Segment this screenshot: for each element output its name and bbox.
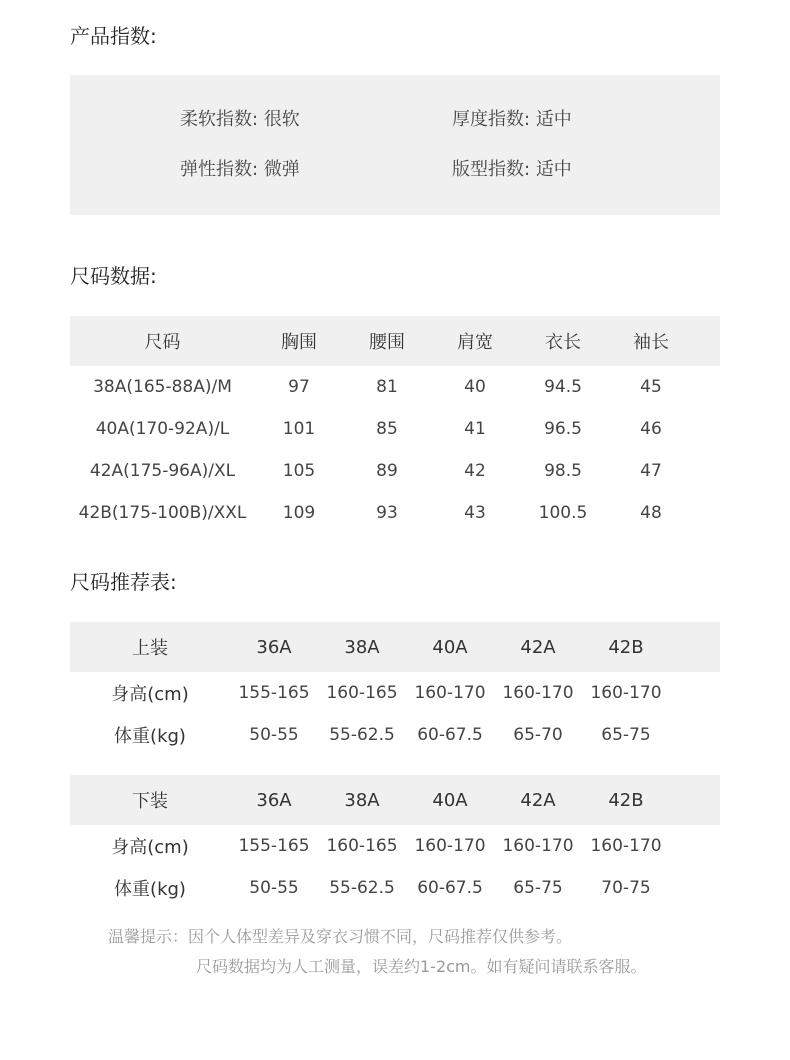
table-cell: 42B(175-100B)/XXL <box>78 503 247 523</box>
table-cell: 45 <box>640 377 662 397</box>
tops-header-36a: 36A <box>256 636 292 658</box>
table-cell: 身高(cm) <box>111 684 189 705</box>
index-softness <box>180 109 300 131</box>
table-cell: 93 <box>376 503 398 523</box>
table-cell: 70-75 <box>601 878 651 898</box>
table-cell: 98.5 <box>544 461 582 481</box>
tops-recommend-table <box>70 622 720 756</box>
index-elasticity <box>180 159 300 181</box>
table-cell: 体重(kg) <box>114 726 186 747</box>
table-cell: 160-170 <box>502 683 574 703</box>
tops-header-40a: 40A <box>432 636 468 658</box>
size-header-waist: 腰围 <box>369 332 405 353</box>
index-elasticity-label: 弹性指数: <box>180 159 259 180</box>
table-row <box>70 492 720 534</box>
table-cell: 65-70 <box>513 725 563 745</box>
table-cell: 42 <box>464 461 486 481</box>
size-header-length: 衣长 <box>545 332 581 353</box>
table-cell: 160-170 <box>414 836 486 856</box>
table-cell: 55-62.5 <box>329 878 395 898</box>
index-fit-label: 版型指数: <box>452 159 531 180</box>
table-cell: 体重(kg) <box>114 879 186 900</box>
table-row <box>70 672 720 714</box>
tops-header-row <box>70 622 720 672</box>
table-cell: 97 <box>288 377 310 397</box>
table-cell-spacer <box>670 825 720 867</box>
table-cell: 65-75 <box>601 725 651 745</box>
tip-note-line-2: 尺码数据均为人工测量，误差约1-2cm。如有疑问请联系客服。 <box>196 957 647 976</box>
bottoms-header-36a: 36A <box>256 789 292 811</box>
size-header-shoulder: 肩宽 <box>457 332 493 353</box>
bottoms-header-42a: 42A <box>520 789 556 811</box>
table-cell: 43 <box>464 503 486 523</box>
index-fit <box>452 159 572 181</box>
table-cell: 50-55 <box>249 725 299 745</box>
table-cell-spacer <box>670 672 720 714</box>
table-cell: 40A(170-92A)/L <box>95 419 230 439</box>
table-cell-spacer <box>670 714 720 756</box>
table-cell: 81 <box>376 377 398 397</box>
product-index-panel <box>70 75 720 215</box>
tops-header-42b: 42B <box>608 636 644 658</box>
table-row <box>70 825 720 867</box>
size-data-table <box>70 316 720 534</box>
table-cell: 85 <box>376 419 398 439</box>
index-softness-label: 柔软指数: <box>180 109 259 130</box>
table-cell: 155-165 <box>238 836 310 856</box>
index-fit-value: 适中 <box>535 159 572 180</box>
table-cell: 38A(165-88A)/M <box>93 377 232 397</box>
table-cell: 160-165 <box>326 836 398 856</box>
table-cell: 94.5 <box>544 377 582 397</box>
table-row <box>70 366 720 408</box>
table-row <box>70 408 720 450</box>
bottoms-header-row <box>70 775 720 825</box>
table-cell: 55-62.5 <box>329 725 395 745</box>
size-header-sleeve: 袖长 <box>633 332 669 353</box>
table-cell: 160-170 <box>414 683 486 703</box>
index-softness-value: 很软 <box>263 109 300 130</box>
table-cell: 105 <box>282 461 316 481</box>
table-cell: 160-165 <box>326 683 398 703</box>
table-cell-spacer <box>695 366 720 408</box>
bottoms-header-42b: 42B <box>608 789 644 811</box>
table-cell: 101 <box>282 419 316 439</box>
table-row <box>70 714 720 756</box>
table-cell: 109 <box>282 503 316 523</box>
size-data-header-row <box>70 316 720 366</box>
table-row <box>70 450 720 492</box>
table-cell: 50-55 <box>249 878 299 898</box>
size-header-size: 尺码 <box>144 332 181 353</box>
table-cell: 身高(cm) <box>111 837 189 858</box>
table-cell: 160-170 <box>590 836 662 856</box>
tops-header-label: 上装 <box>132 638 168 659</box>
bottoms-header-40a: 40A <box>432 789 468 811</box>
size-recommend-title: 尺码推荐表: <box>70 570 177 594</box>
bottoms-recommend-table <box>70 775 720 909</box>
index-thickness-value: 适中 <box>535 109 572 130</box>
tops-header-42a: 42A <box>520 636 556 658</box>
tip-note-line-1: 温馨提示：因个人体型差异及穿衣习惯不同，尺码推荐仅供参考。 <box>108 927 573 946</box>
size-header-chest: 胸围 <box>281 332 317 353</box>
table-cell: 42A(175-96A)/XL <box>89 461 236 481</box>
table-cell: 47 <box>640 461 662 481</box>
table-cell-spacer <box>695 450 720 492</box>
table-row <box>70 867 720 909</box>
table-cell-spacer <box>695 408 720 450</box>
table-cell-spacer <box>670 867 720 909</box>
table-cell: 160-170 <box>502 836 574 856</box>
table-cell: 41 <box>464 419 486 439</box>
table-cell-spacer <box>695 492 720 534</box>
bottoms-header-38a: 38A <box>344 789 380 811</box>
table-cell: 89 <box>376 461 398 481</box>
size-data-title: 尺码数据: <box>70 264 157 288</box>
tops-header-38a: 38A <box>344 636 380 658</box>
index-thickness <box>452 109 572 131</box>
table-cell: 155-165 <box>238 683 310 703</box>
bottoms-header-label: 下装 <box>132 791 168 812</box>
index-thickness-label: 厚度指数: <box>452 109 531 130</box>
bottoms-header-spacer <box>670 775 720 825</box>
size-header-spacer <box>695 316 720 366</box>
table-cell: 40 <box>464 377 486 397</box>
table-cell: 96.5 <box>544 419 582 439</box>
product-index-title: 产品指数: <box>70 24 157 48</box>
index-elasticity-value: 微弹 <box>263 159 300 180</box>
table-cell: 65-75 <box>513 878 563 898</box>
table-cell: 160-170 <box>590 683 662 703</box>
table-cell: 60-67.5 <box>417 725 483 745</box>
table-cell: 46 <box>640 419 662 439</box>
table-cell: 48 <box>640 503 662 523</box>
table-cell: 60-67.5 <box>417 878 483 898</box>
tops-header-spacer <box>670 622 720 672</box>
table-cell: 100.5 <box>538 503 588 523</box>
